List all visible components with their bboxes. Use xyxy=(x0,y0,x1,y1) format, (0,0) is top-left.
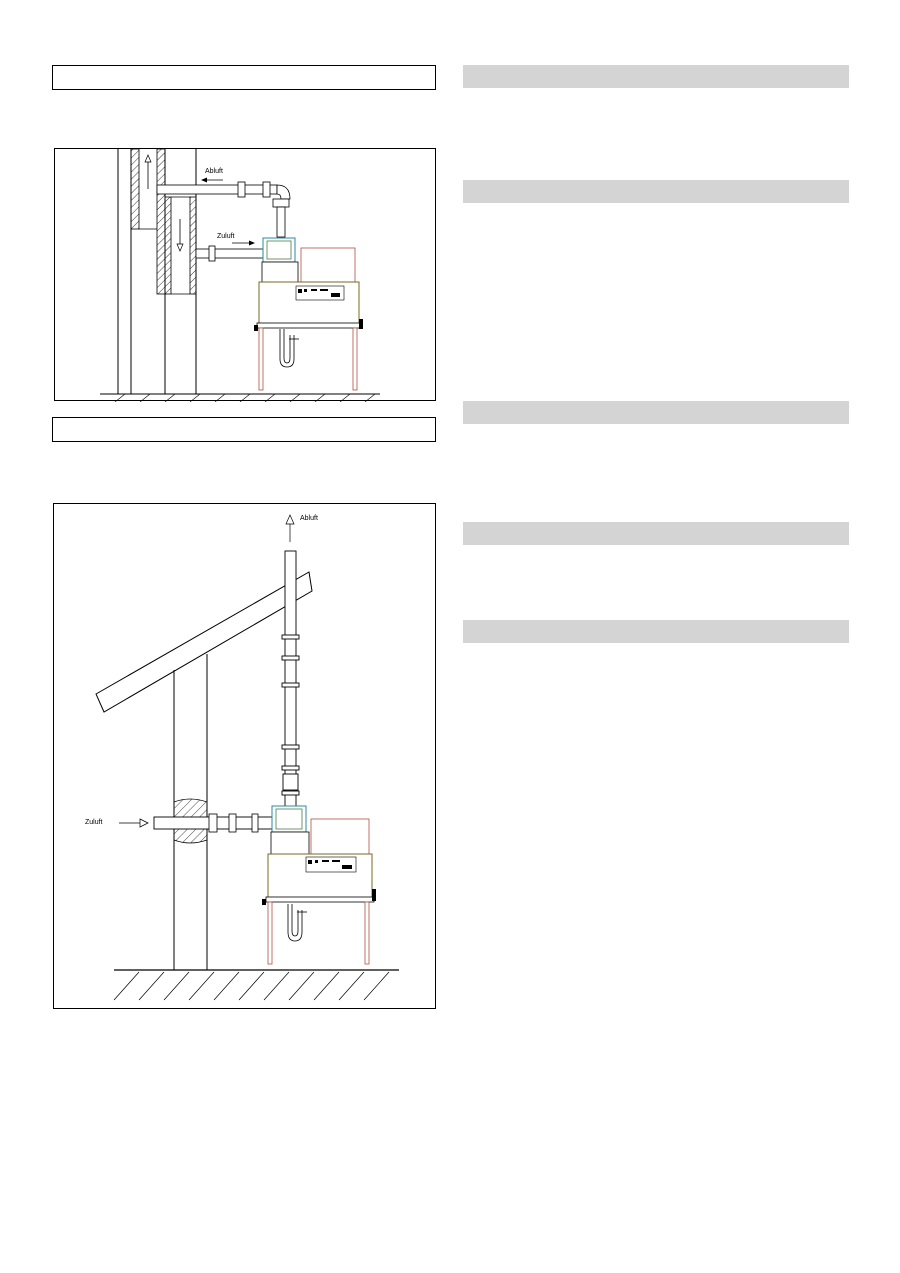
section-bar-5 xyxy=(463,620,849,643)
intake-label-2: Zuluft xyxy=(85,819,103,826)
section-header-2 xyxy=(52,417,436,442)
figure-roof-installation xyxy=(53,503,436,1009)
figure-wall-chimney xyxy=(54,148,436,401)
section-header-1 xyxy=(52,65,436,90)
intake-label-1: Zuluft xyxy=(217,233,235,240)
section-bar-1 xyxy=(463,65,849,88)
section-bar-2 xyxy=(463,180,849,203)
exhaust-label-1: Abluft xyxy=(205,168,223,175)
section-bar-3 xyxy=(463,401,849,424)
exhaust-label-2: Abluft xyxy=(300,515,318,522)
section-bar-4 xyxy=(463,522,849,545)
